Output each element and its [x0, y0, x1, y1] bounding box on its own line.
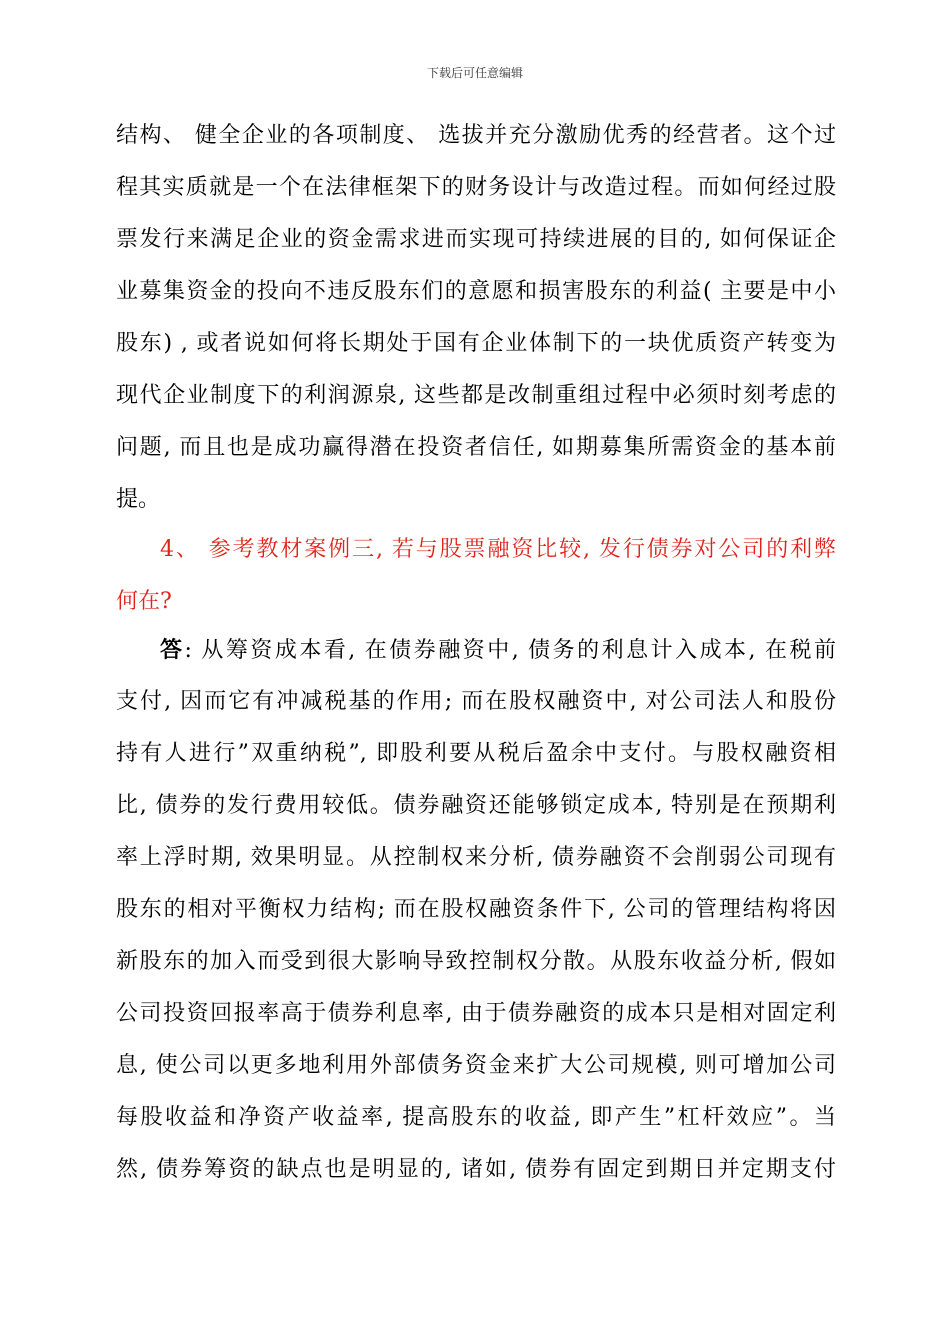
answer-line: 新股东的加入而受到很大影响导致控制权分散。从股东收益分析, 假如: [116, 949, 836, 974]
answer-first-text: : 从筹资成本看, 在债券融资中, 债务的利息计入成本, 在税前: [184, 638, 836, 663]
answer-line: 率上浮时期, 效果明显。从控制权来分析, 债券融资不会削弱公司现有: [116, 845, 836, 870]
answer-line: 持有人进行”双重纳税”, 即股利要从税后盈余中支付。与股权融资相: [116, 741, 836, 766]
paragraph-line: 结构、 健全企业的各项制度、 选拔并充分激励优秀的经营者。这个过: [116, 123, 836, 148]
answer-line: 每股收益和净资产收益率, 提高股东的收益, 即产生”杠杆效应”。当: [116, 1105, 836, 1130]
paragraph-line: 提。: [116, 487, 161, 512]
page-header: 下载后可任意编辑: [426, 66, 523, 80]
paragraph-line: 程其实质就是一个在法律框架下的财务设计与改造过程。而如何经过股: [116, 175, 836, 200]
answer-line: 支付, 因而它有冲减税基的作用; 而在股权融资中, 对公司法人和股份: [116, 689, 836, 714]
question-line: 何在?: [116, 589, 172, 614]
paragraph-line: 股东) , 或者说如何将长期处于国有企业体制下的一块优质资产转变为: [116, 331, 836, 356]
answer-first-line: [160, 624, 836, 676]
answer-line: 股东的相对平衡权力结构; 而在股权融资条件下, 公司的管理结构将因: [116, 897, 836, 922]
paragraph-line: 业募集资金的投向不违反股东们的意愿和损害股东的利益( 主要是中小: [116, 279, 836, 304]
answer-line: 息, 使公司以更多地利用外部债务资金来扩大公司规模, 则可增加公司: [116, 1053, 836, 1078]
answer-label: 答: [160, 637, 185, 663]
answer-line: 公司投资回报率高于债券利息率, 由于债券融资的成本只是相对固定利: [116, 1001, 836, 1026]
paragraph-line: 现代企业制度下的利润源泉, 这些都是改制重组过程中必须时刻考虑的: [116, 383, 836, 408]
paragraph-line: 票发行来满足企业的资金需求进而实现可持续进展的目的, 如何保证企: [116, 227, 836, 252]
paragraph-line: 问题, 而且也是成功赢得潜在投资者信任, 如期募集所需资金的基本前: [116, 435, 836, 460]
answer-line: 比, 债券的发行费用较低。债券融资还能够锁定成本, 特别是在预期利: [116, 793, 836, 818]
question-line: 4、 参考教材案例三, 若与股票融资比较, 发行债券对公司的利弊: [160, 537, 836, 562]
answer-line: 然, 债券筹资的缺点也是明显的, 诸如, 债券有固定到期日并定期支付: [116, 1157, 836, 1182]
